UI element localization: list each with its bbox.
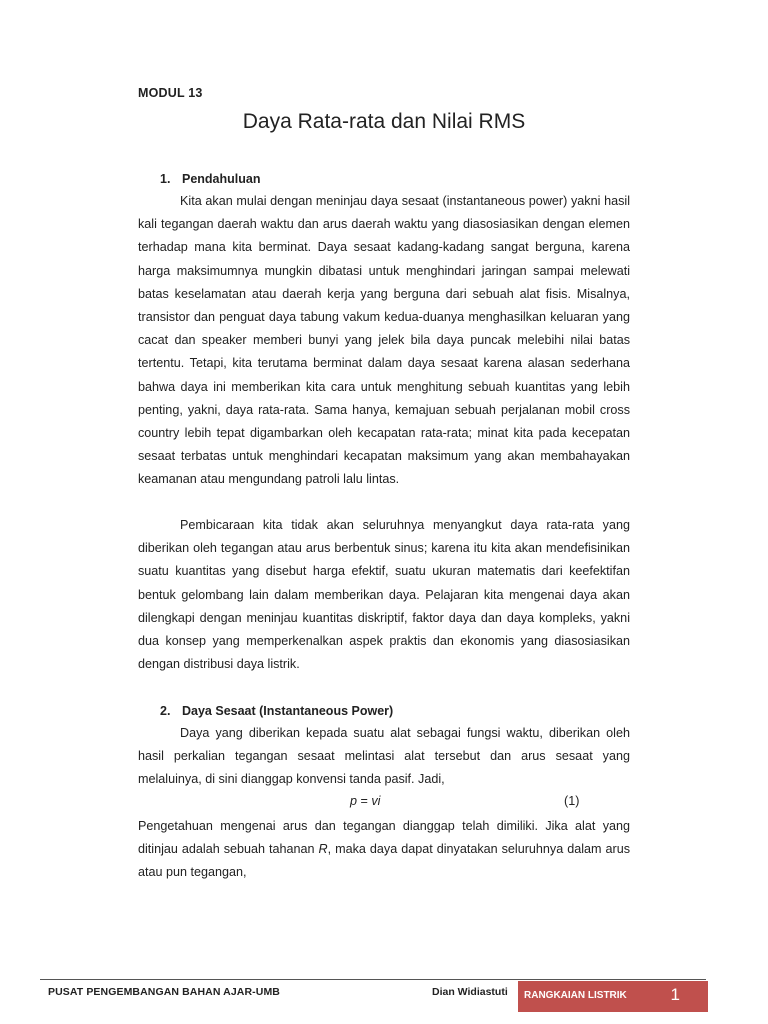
page-number: 1 <box>670 985 680 1004</box>
equation-rhs: vi <box>371 794 381 808</box>
paragraph <box>138 815 630 885</box>
paragraph: Kita akan mulai dengan meninjau daya sesaat (instantaneous power) yakni hasil kali tegangan daerah waktu dan arus daerah waktu yang diasosiasikan dengan elemen terhadap mana kita berminat. Daya sesaat kadang-kadang sangat berguna, karena harga maksimumnya mungkin dibatasi untuk menghindari jaringan sampai melewati batas keselamatan atau daerah kerja yang berguna dari sebuah alat fisis. Misalnya, transistor dan penguat daya tabung vakum kedua-duanya menghasilkan keluaran yang cacat dan speaker memberi bunyi yang jelek bila daya puncak melebihi nilai batas tertentu. Tetapi, kita terutama berminat dalam daya sesaat karena alasan sederhana bahwa daya ini memberikan kita cara untuk menghitung sebuah kuantitas yang lebih penting, yakni, daya rata-rata. Sama hanya, kemajuan sebuah perjalanan mobil cross country lebih tepat digambarkan oleh kecapatan rata-rata; minat kita pada kecepatan sesaat terbatas untuk menghindari kecapatan maksimum yang akan membahayakan keamanan atau mengundang patroli lalu lintas. <box>138 194 630 487</box>
paragraph: Pembicaraan kita tidak akan seluruhnya menyangkut daya rata-rata yang diberikan oleh tegangan atau arus berbentuk sinus; karena itu kita akan mendefisinikan suatu kuantitas yang disebut harga efektif, suatu ukuran matematis dari keefektifan bentuk gelombang lain dalam memberikan daya. Pelajaran kita mengenai daya akan dilengkapi dengan meninjau kuantitas diskriptif, faktor daya dan daya kompleks, yakni dua konsep yang memperkenalkan aspek praktis dan ekonomis yang diasosiasikan dengan distribusi daya listrik. <box>138 518 630 672</box>
footer-divider <box>40 979 706 980</box>
equation <box>350 794 380 808</box>
equation-lhs: p <box>350 794 358 808</box>
footer-course: RANGKAIAN LISTRIK <box>524 990 627 1001</box>
footer-course-band <box>518 981 708 1012</box>
variable-r: R <box>318 842 328 857</box>
footer-publisher: PUSAT PENGEMBANGAN BAHAN AJAR-UMB <box>48 986 280 998</box>
paragraph-text: Pengetahuan mengenai arus dan tegangan dianggap telah dimiliki. Jika alat yang ditinjau adalah sebuah tahanan <box>138 819 630 857</box>
section-number: 1. <box>160 172 171 186</box>
section-title: Daya Sesaat (Instantaneous Power) <box>182 704 394 718</box>
section-heading-instantaneous-power <box>160 704 393 718</box>
equation-operator: = <box>357 794 372 808</box>
section-title: Pendahuluan <box>182 172 261 186</box>
paragraph: Daya yang diberikan kepada suatu alat sebagai fungsi waktu, diberikan oleh hasil perkalian tegangan sesaat melintasi alat tersebut dan arus sesaat yang melaluinya, di sini dianggap konvensi tanda pasif. Jadi, <box>138 726 630 787</box>
paragraph-text: , maka daya dapat dinyatakan seluruhnya dalam arus atau pun tegangan, <box>138 842 630 880</box>
equation-number: (1) <box>564 794 580 808</box>
equation-row <box>138 794 630 814</box>
section-number: 2. <box>160 704 171 718</box>
page-title: Daya Rata-rata dan Nilai RMS <box>242 110 526 133</box>
module-label: MODUL 13 <box>138 86 203 100</box>
footer-author: Dian Widiastuti <box>432 986 508 998</box>
section-heading-introduction <box>160 172 260 186</box>
